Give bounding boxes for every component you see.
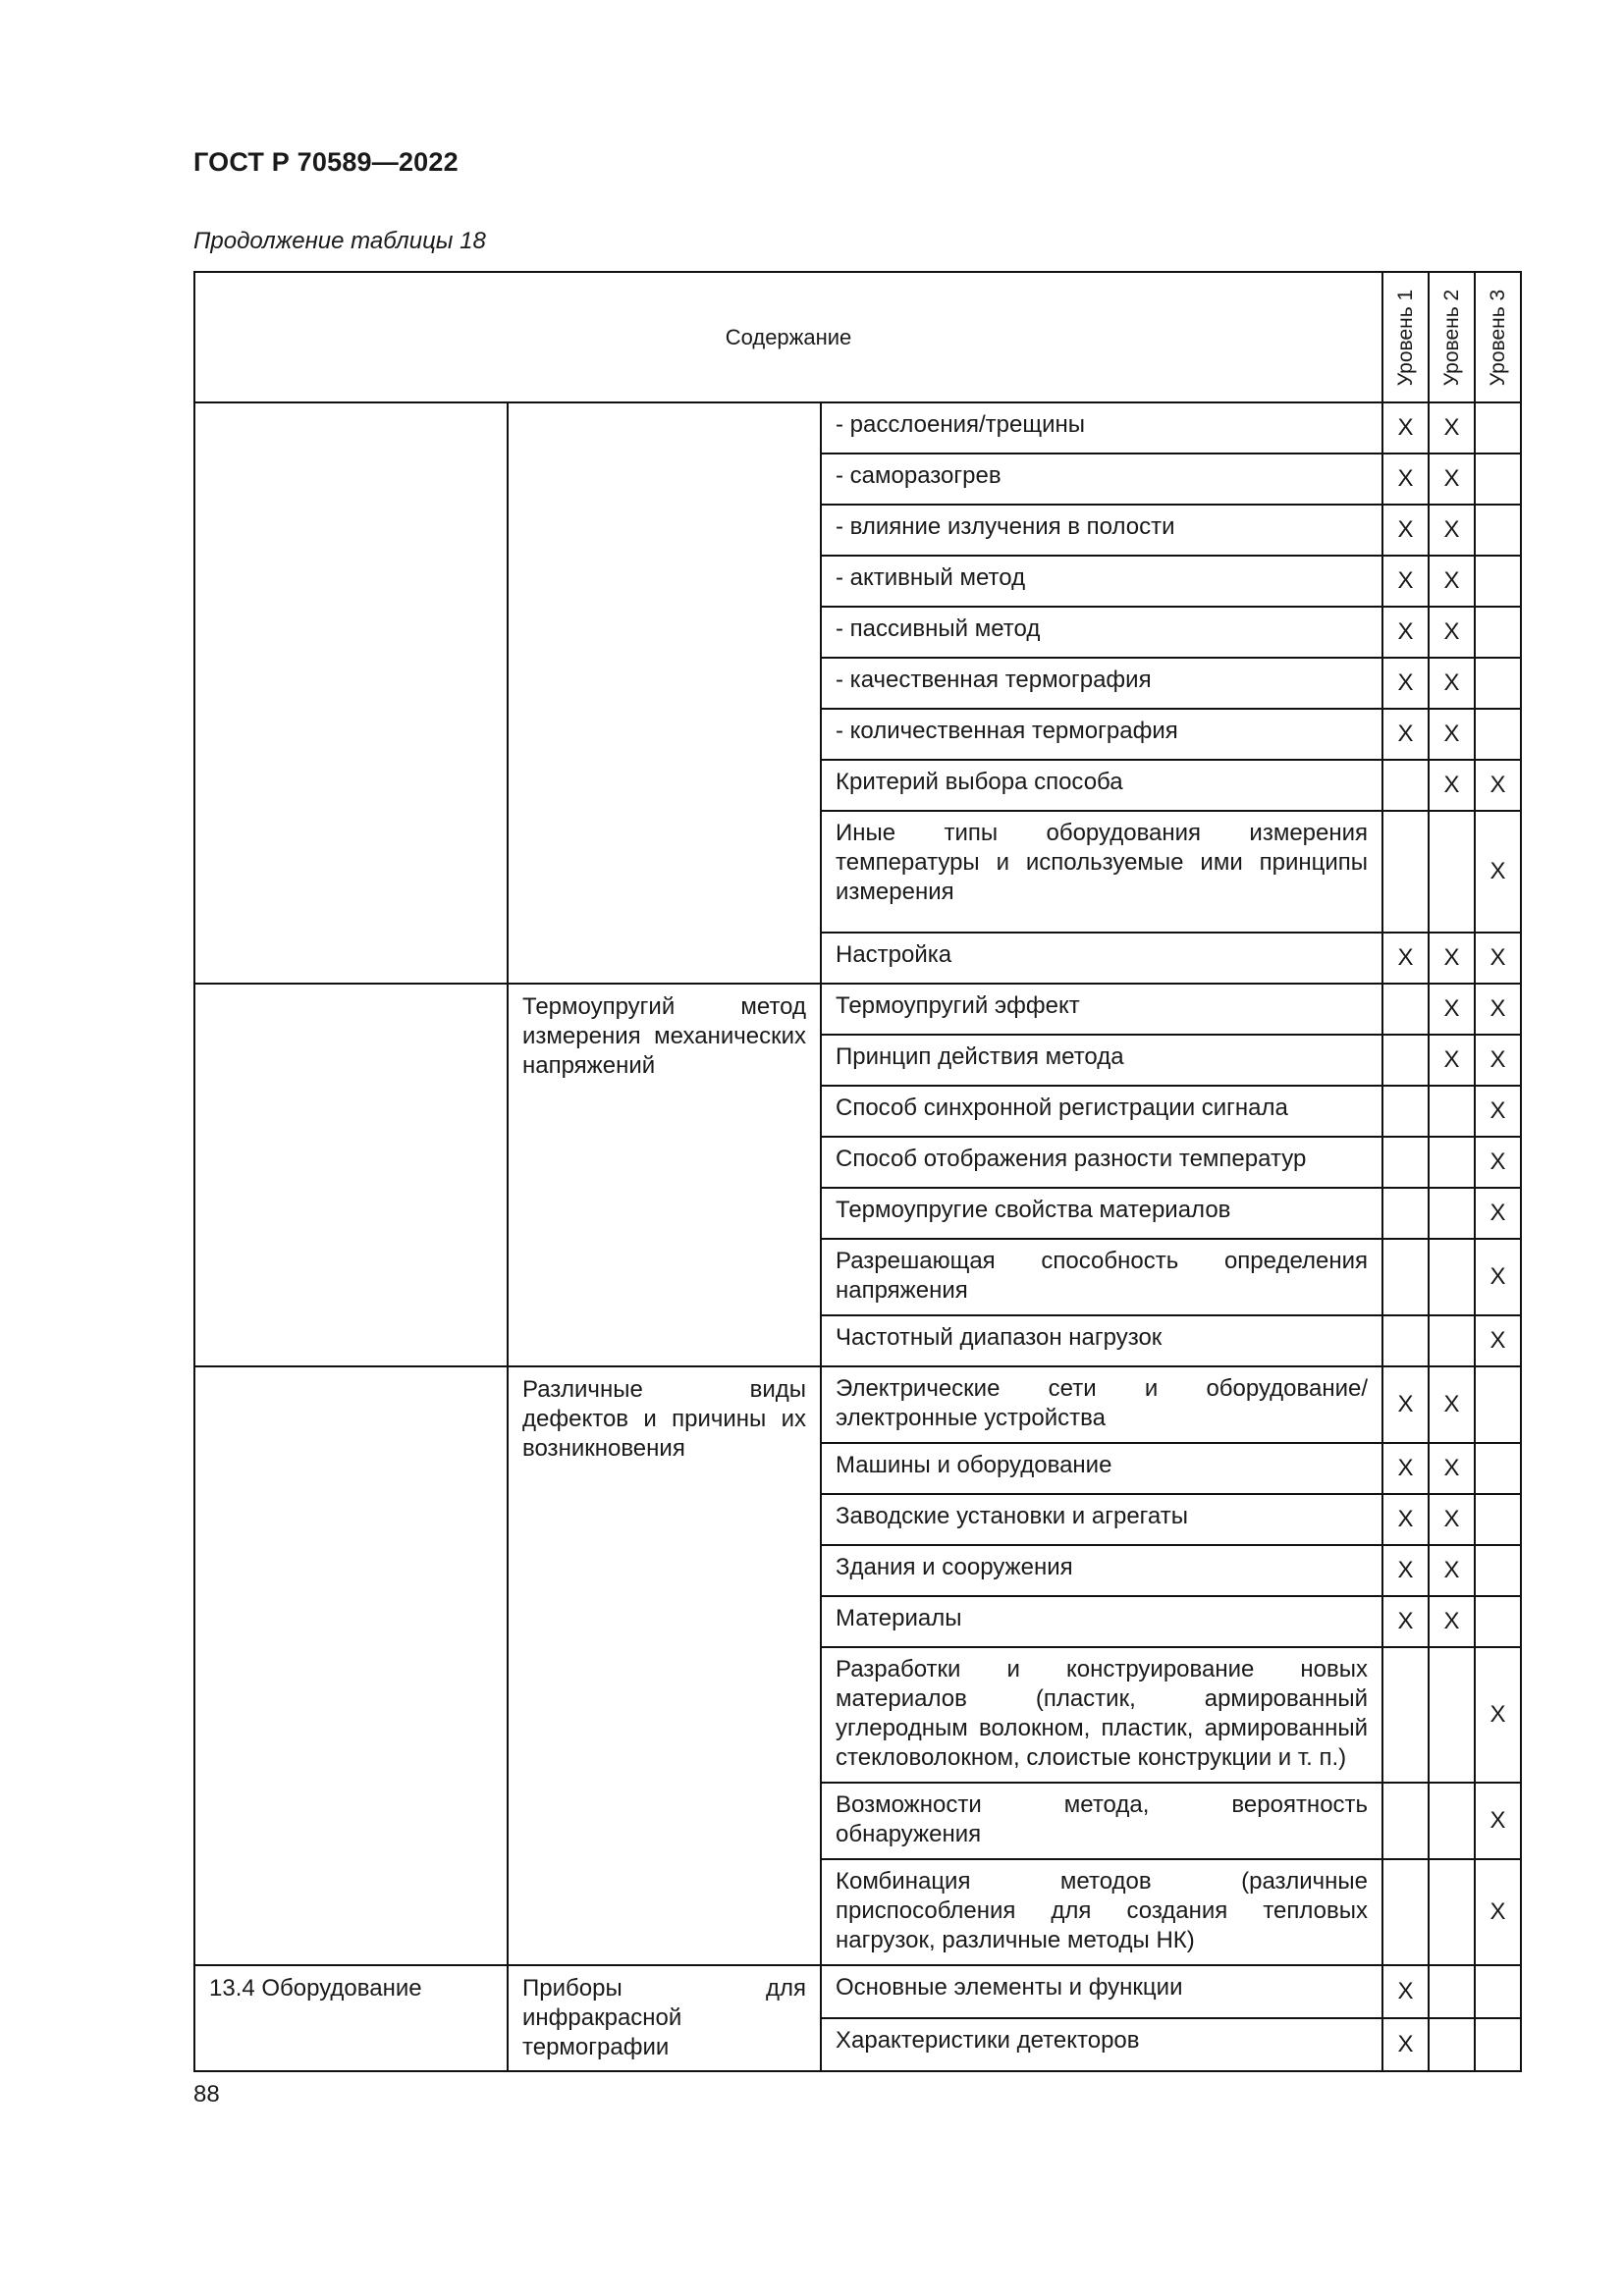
level-3-mark [1475, 556, 1521, 607]
content-cell: Возможности метода, вероятность обнаружения [821, 1783, 1382, 1859]
level-3-mark [1475, 1965, 1521, 2018]
level-2-mark: X [1429, 402, 1475, 454]
level-1-mark: X [1382, 658, 1429, 709]
content-cell: Разрешающая способность определения напряжения [821, 1239, 1382, 1315]
level-2-mark: X [1429, 1443, 1475, 1494]
level-1-mark: X [1382, 505, 1429, 556]
level-2-mark: X [1429, 1545, 1475, 1596]
level-1-mark: X [1382, 709, 1429, 760]
level-3-mark [1475, 1596, 1521, 1647]
section-cell [194, 1366, 508, 1965]
level-1-mark: X [1382, 1366, 1429, 1443]
level-1-mark: X [1382, 1596, 1429, 1647]
level-3-label: Уровень 3 [1486, 289, 1509, 386]
level-1-mark [1382, 1783, 1429, 1859]
level-1-mark: X [1382, 933, 1429, 984]
level-3-mark: X [1475, 760, 1521, 811]
column-header-level-3 [1475, 272, 1521, 402]
table-row [194, 984, 1521, 1035]
level-1-mark: X [1382, 454, 1429, 505]
level-2-mark [1429, 1137, 1475, 1188]
level-2-mark: X [1429, 607, 1475, 658]
level-3-mark: X [1475, 811, 1521, 933]
level-2-mark: X [1429, 1596, 1475, 1647]
section-cell [194, 402, 508, 984]
level-1-mark: X [1382, 1443, 1429, 1494]
level-3-mark [1475, 454, 1521, 505]
level-2-mark: X [1429, 1035, 1475, 1086]
subsection-cell [508, 402, 821, 984]
column-header-level-2 [1429, 272, 1475, 402]
level-3-mark [1475, 1366, 1521, 1443]
page-number: 88 [193, 2081, 220, 2108]
level-2-mark [1429, 1965, 1475, 2018]
content-cell: - качественная термография [821, 658, 1382, 709]
column-header-content: Содержание [194, 272, 1382, 402]
level-3-mark: X [1475, 1188, 1521, 1239]
content-cell: Частотный диапазон нагрузок [821, 1315, 1382, 1366]
table-header-row [194, 272, 1521, 402]
content-cell: Здания и сооружения [821, 1545, 1382, 1596]
level-1-mark: X [1382, 556, 1429, 607]
level-3-mark: X [1475, 1239, 1521, 1315]
subsection-cell: Приборы для инфракрасной термографии [508, 1965, 821, 2071]
level-2-mark: X [1429, 760, 1475, 811]
column-header-level-1 [1382, 272, 1429, 402]
document-id: ГОСТ Р 70589—2022 [193, 147, 459, 177]
level-3-mark [1475, 402, 1521, 454]
content-cell: Электрические сети и оборудование/электронные устройства [821, 1366, 1382, 1443]
level-1-mark [1382, 1315, 1429, 1366]
table-row [194, 1965, 1521, 2018]
level-2-mark [1429, 1783, 1475, 1859]
level-2-mark [1429, 2018, 1475, 2071]
content-cell: - влияние излучения в полости [821, 505, 1382, 556]
content-cell: Характеристики детекторов [821, 2018, 1382, 2071]
subsection-cell: Различные виды дефектов и причины их возникновения [508, 1366, 821, 1965]
table-body [194, 402, 1521, 2071]
level-1-mark [1382, 1647, 1429, 1783]
level-3-mark: X [1475, 984, 1521, 1035]
level-3-mark: X [1475, 1315, 1521, 1366]
level-1-mark: X [1382, 1494, 1429, 1545]
content-cell: Материалы [821, 1596, 1382, 1647]
level-2-label: Уровень 2 [1439, 289, 1463, 386]
level-1-mark [1382, 1239, 1429, 1315]
level-3-mark: X [1475, 1086, 1521, 1137]
level-2-mark: X [1429, 505, 1475, 556]
level-1-mark: X [1382, 607, 1429, 658]
level-1-mark [1382, 1859, 1429, 1965]
level-2-mark: X [1429, 454, 1475, 505]
requirements-table [193, 271, 1522, 2072]
content-cell: Комбинация методов (различные приспособления для создания тепловых нагрузок, различные методы НК) [821, 1859, 1382, 1965]
level-3-mark [1475, 709, 1521, 760]
content-cell: - количественная термография [821, 709, 1382, 760]
content-cell: - расслоения/трещины [821, 402, 1382, 454]
level-2-mark: X [1429, 1494, 1475, 1545]
level-1-mark [1382, 984, 1429, 1035]
content-cell: - саморазогрев [821, 454, 1382, 505]
table-caption: Продолжение таблицы 18 [193, 228, 486, 254]
content-cell: Термоупругие свойства материалов [821, 1188, 1382, 1239]
level-2-mark [1429, 1239, 1475, 1315]
level-3-mark [1475, 1494, 1521, 1545]
level-2-mark: X [1429, 984, 1475, 1035]
level-1-mark [1382, 1035, 1429, 1086]
content-cell: Иные типы оборудования измерения температуры и используемые ими принципы измерения [821, 811, 1382, 933]
content-cell: Основные элементы и функции [821, 1965, 1382, 2018]
content-cell: Способ отображения разности температур [821, 1137, 1382, 1188]
level-3-mark: X [1475, 1137, 1521, 1188]
level-2-mark: X [1429, 556, 1475, 607]
level-2-mark [1429, 1086, 1475, 1137]
level-1-mark: X [1382, 1965, 1429, 2018]
level-2-mark [1429, 1647, 1475, 1783]
level-1-mark: X [1382, 2018, 1429, 2071]
level-3-mark [1475, 2018, 1521, 2071]
level-1-mark [1382, 1086, 1429, 1137]
level-3-mark: X [1475, 933, 1521, 984]
level-3-mark [1475, 505, 1521, 556]
table-row [194, 402, 1521, 454]
level-1-label: Уровень 1 [1393, 289, 1417, 386]
level-2-mark: X [1429, 1366, 1475, 1443]
level-3-mark [1475, 607, 1521, 658]
content-cell: Настройка [821, 933, 1382, 984]
level-1-mark [1382, 1137, 1429, 1188]
level-1-mark: X [1382, 402, 1429, 454]
level-2-mark [1429, 1315, 1475, 1366]
level-1-mark: X [1382, 1545, 1429, 1596]
level-3-mark: X [1475, 1647, 1521, 1783]
level-1-mark [1382, 760, 1429, 811]
level-3-mark: X [1475, 1859, 1521, 1965]
section-cell [194, 984, 508, 1366]
content-cell: - активный метод [821, 556, 1382, 607]
content-cell: - пассивный метод [821, 607, 1382, 658]
level-2-mark: X [1429, 933, 1475, 984]
level-2-mark: X [1429, 658, 1475, 709]
section-cell: 13.4 Оборудование [194, 1965, 508, 2071]
content-cell: Заводские установки и агрегаты [821, 1494, 1382, 1545]
content-cell: Машины и оборудование [821, 1443, 1382, 1494]
content-cell: Принцип действия метода [821, 1035, 1382, 1086]
content-cell: Критерий выбора способа [821, 760, 1382, 811]
table-row [194, 1366, 1521, 1443]
content-cell: Способ синхронной регистрации сигнала [821, 1086, 1382, 1137]
content-cell: Термоупругий эффект [821, 984, 1382, 1035]
subsection-cell: Термоупругий метод измерения механических напряжений [508, 984, 821, 1366]
level-3-mark: X [1475, 1783, 1521, 1859]
level-3-mark [1475, 1545, 1521, 1596]
level-2-mark [1429, 811, 1475, 933]
level-2-mark: X [1429, 709, 1475, 760]
level-3-mark: X [1475, 1035, 1521, 1086]
level-2-mark [1429, 1188, 1475, 1239]
level-1-mark [1382, 811, 1429, 933]
content-cell: Разработки и конструирование новых материалов (пластик, армированный углеродным волокном, пластик, армированный стекловолокном, слоистые конструкции и т. п.) [821, 1647, 1382, 1783]
level-3-mark [1475, 1443, 1521, 1494]
level-3-mark [1475, 658, 1521, 709]
level-1-mark [1382, 1188, 1429, 1239]
level-2-mark [1429, 1859, 1475, 1965]
